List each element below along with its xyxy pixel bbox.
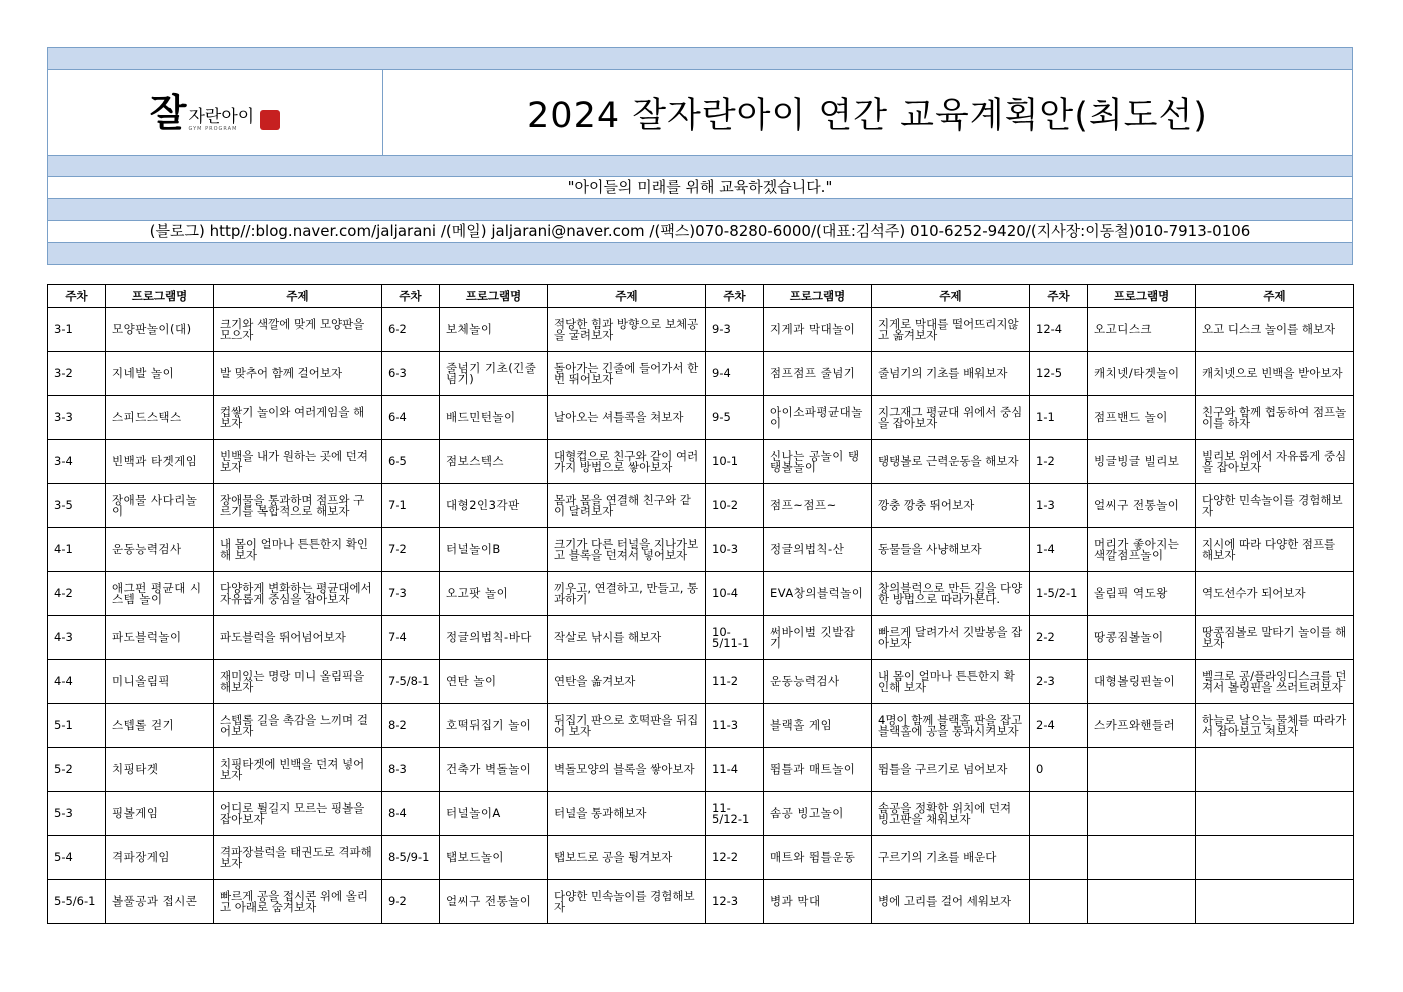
table-row — [48, 308, 1354, 352]
program-cell — [1088, 880, 1196, 924]
theme-cell: 재미있는 명랑 미니 올림픽을 해보자 — [214, 660, 382, 704]
program-cell: 스카프와핸들러 — [1088, 704, 1196, 748]
theme-cell: 빌리보 위에서 자유롭게 중심을 잡아보자 — [1196, 440, 1354, 484]
theme-cell: 내 몸이 얼마나 튼튼한지 확인해 보자 — [214, 528, 382, 572]
week-cell: 6-5 — [382, 440, 440, 484]
week-cell: 12-5 — [1030, 352, 1088, 396]
table-body — [48, 308, 1354, 924]
program-cell: 빙글빙글 빌리보 — [1088, 440, 1196, 484]
schedule-table — [47, 284, 1354, 924]
theme-cell: 빠르게 달려가서 깃발봉을 잡아보자 — [872, 616, 1030, 660]
week-cell: 2-3 — [1030, 660, 1088, 704]
theme-cell: 끼우고, 연결하고, 만들고, 통과하기 — [548, 572, 706, 616]
table-row — [48, 792, 1354, 836]
col-header-theme: 주제 — [872, 285, 1030, 308]
theme-cell: 치핑타겟에 빈백을 던져 넣어보자 — [214, 748, 382, 792]
week-cell: 3-5 — [48, 484, 106, 528]
theme-cell: 크기가 다른 터널을 지나가보고 블록을 던져서 넣어보자 — [548, 528, 706, 572]
week-cell: 7-4 — [382, 616, 440, 660]
program-cell: 운동능력검사 — [764, 660, 872, 704]
program-cell: 오고팟 놀이 — [440, 572, 548, 616]
contact-info: (블로그) http//:blog.naver.com/jaljarani /(메일) jaljarani@naver.com /(팩스)070-8280-6000/(대표:김석주) 010-6252-9420/(지사장:이동철)010-7913-0106 — [48, 221, 1352, 243]
theme-cell: 다양한 민속놀이를 경험해보자 — [548, 880, 706, 924]
logo-mark: 잘 — [149, 89, 187, 135]
week-cell: 9-2 — [382, 880, 440, 924]
theme-cell: 다양하게 변화하는 평균대에서 자유롭게 중심을 잡아보자 — [214, 572, 382, 616]
week-cell: 11-2 — [706, 660, 764, 704]
theme-cell: 발 맞추어 함께 걸어보자 — [214, 352, 382, 396]
program-cell: 캐치넷/타겟놀이 — [1088, 352, 1196, 396]
program-cell: 점프~점프~ — [764, 484, 872, 528]
table-row — [48, 748, 1354, 792]
week-cell — [1030, 880, 1088, 924]
theme-cell: 창의블럭으로 만든 길을 다양한 방법으로 따라가본다. — [872, 572, 1030, 616]
program-cell: 애그펀 평균대 시스템 놀이 — [106, 572, 214, 616]
logo — [149, 89, 280, 135]
table-row — [48, 528, 1354, 572]
theme-cell: 파도블럭을 뛰어넘어보자 — [214, 616, 382, 660]
week-cell — [1030, 836, 1088, 880]
program-cell: 아이소파평균대놀이 — [764, 396, 872, 440]
header-band-top — [48, 48, 1352, 70]
week-cell — [1030, 792, 1088, 836]
col-header-theme: 주제 — [214, 285, 382, 308]
program-cell: 점보스텍스 — [440, 440, 548, 484]
program-cell: 얼씨구 전통놀이 — [440, 880, 548, 924]
theme-cell — [1196, 792, 1354, 836]
col-header-week: 주차 — [1030, 285, 1088, 308]
logo-subtext: GYM PROGRAM — [188, 125, 238, 132]
logo-cell — [48, 70, 383, 155]
table-row — [48, 352, 1354, 396]
table-row — [48, 704, 1354, 748]
header-band-3 — [48, 199, 1352, 221]
col-header-program: 프로그램명 — [106, 285, 214, 308]
week-cell: 9-4 — [706, 352, 764, 396]
theme-cell: 대형컵으로 친구와 같이 여러가지 방법으로 쌓아보자 — [548, 440, 706, 484]
program-cell: 매트와 뜀틀운동 — [764, 836, 872, 880]
program-cell: 정글의법칙-산 — [764, 528, 872, 572]
theme-cell: 하늘로 날으는 물체를 따라가서 잡아보고 쳐보자 — [1196, 704, 1354, 748]
theme-cell: 동물들을 사냥해보자 — [872, 528, 1030, 572]
program-cell: 오고디스크 — [1088, 308, 1196, 352]
program-cell: 지네발 놀이 — [106, 352, 214, 396]
theme-cell: 장애물을 통과하며 점프와 구르기를 복합적으로 해보자 — [214, 484, 382, 528]
theme-cell: 다양한 민속놀이를 경험해보자 — [1196, 484, 1354, 528]
program-cell: 빈백과 타겟게임 — [106, 440, 214, 484]
program-cell: 올림픽 역도왕 — [1088, 572, 1196, 616]
week-cell: 3-1 — [48, 308, 106, 352]
theme-cell: 몸과 몸을 연결해 친구와 같이 달려보자 — [548, 484, 706, 528]
week-cell: 11-4 — [706, 748, 764, 792]
theme-cell: 어디로 튈길지 모르는 핑볼을 잡아보자 — [214, 792, 382, 836]
week-cell: 5-3 — [48, 792, 106, 836]
week-cell: 1-3 — [1030, 484, 1088, 528]
theme-cell: 병에 고리를 걸어 세워보자 — [872, 880, 1030, 924]
program-cell: 지게과 막대놀이 — [764, 308, 872, 352]
theme-cell: 벽돌모양의 블록을 쌓아보자 — [548, 748, 706, 792]
table-row — [48, 484, 1354, 528]
col-header-program: 프로그램명 — [440, 285, 548, 308]
theme-cell: 땅콩짐볼로 말타기 놀이를 해보자 — [1196, 616, 1354, 660]
theme-cell: 뜀틀을 구르기로 넘어보자 — [872, 748, 1030, 792]
week-cell: 6-3 — [382, 352, 440, 396]
week-cell: 1-5/2-1 — [1030, 572, 1088, 616]
table-header-row — [48, 285, 1354, 308]
program-cell: 파도블럭놀이 — [106, 616, 214, 660]
week-cell: 7-1 — [382, 484, 440, 528]
theme-cell: 적당한 힘과 방향으로 보체공을 굴려보자 — [548, 308, 706, 352]
week-cell: 7-3 — [382, 572, 440, 616]
theme-cell: 지게로 막대를 떨어뜨리지않고 옮겨보자 — [872, 308, 1030, 352]
week-cell: 9-5 — [706, 396, 764, 440]
program-cell: 모양판놀이(대) — [106, 308, 214, 352]
program-cell: 점프밴드 놀이 — [1088, 396, 1196, 440]
theme-cell — [1196, 836, 1354, 880]
program-cell — [1088, 836, 1196, 880]
theme-cell: 오고 디스크 놀이를 해보자 — [1196, 308, 1354, 352]
program-cell: 핑볼게임 — [106, 792, 214, 836]
theme-cell: 역도선수가 되어보자 — [1196, 572, 1354, 616]
program-cell: 미니올림픽 — [106, 660, 214, 704]
week-cell: 4-2 — [48, 572, 106, 616]
program-cell: 머리가 좋아지는 색깔점프놀이 — [1088, 528, 1196, 572]
program-cell: 치핑타겟 — [106, 748, 214, 792]
week-cell: 10-3 — [706, 528, 764, 572]
week-cell: 2-4 — [1030, 704, 1088, 748]
program-cell: 땅콩짐볼놀이 — [1088, 616, 1196, 660]
logo-text: 자란아이 — [188, 106, 255, 127]
header-band-2 — [48, 156, 1352, 177]
week-cell: 5-1 — [48, 704, 106, 748]
theme-cell — [1196, 880, 1354, 924]
week-cell: 3-4 — [48, 440, 106, 484]
week-cell: 1-1 — [1030, 396, 1088, 440]
header-block — [47, 47, 1353, 265]
week-cell: 6-2 — [382, 308, 440, 352]
week-cell: 4-1 — [48, 528, 106, 572]
week-cell: 9-3 — [706, 308, 764, 352]
program-cell: 대형2인3각판 — [440, 484, 548, 528]
theme-cell: 깡충 깡충 뛰어보자 — [872, 484, 1030, 528]
theme-cell: 친구와 함께 협동하여 점프놀이를 하자 — [1196, 396, 1354, 440]
theme-cell: 솜공을 정확한 위치에 던져 빙고판을 채워보자 — [872, 792, 1030, 836]
week-cell: 10-2 — [706, 484, 764, 528]
col-header-program: 프로그램명 — [764, 285, 872, 308]
week-cell: 4-3 — [48, 616, 106, 660]
theme-cell — [1196, 748, 1354, 792]
program-cell: 터널놀이B — [440, 528, 548, 572]
week-cell: 10-5/11-1 — [706, 616, 764, 660]
page-title: 2024 잘자란아이 연간 교육계획안(최도선) — [527, 95, 1208, 136]
theme-cell: 캐치넷으로 빈백을 받아보자 — [1196, 352, 1354, 396]
week-cell: 10-1 — [706, 440, 764, 484]
week-cell: 8-3 — [382, 748, 440, 792]
theme-cell: 연탄을 옮겨보자 — [548, 660, 706, 704]
week-cell: 11-3 — [706, 704, 764, 748]
week-cell: 2-2 — [1030, 616, 1088, 660]
program-cell: 솜공 빙고놀이 — [764, 792, 872, 836]
week-cell: 0 — [1030, 748, 1088, 792]
program-cell: 볼풀공과 접시콘 — [106, 880, 214, 924]
week-cell: 3-3 — [48, 396, 106, 440]
table-row — [48, 396, 1354, 440]
week-cell: 8-4 — [382, 792, 440, 836]
theme-cell: 빠르게 공을 접시콘 위에 올리고 아래로 숨겨보자 — [214, 880, 382, 924]
theme-cell: 지그재그 평균대 위에서 중심을 잡아보자 — [872, 396, 1030, 440]
week-cell: 5-4 — [48, 836, 106, 880]
theme-cell: 날아오는 셔틀콕을 쳐보자 — [548, 396, 706, 440]
program-cell — [1088, 792, 1196, 836]
week-cell: 10-4 — [706, 572, 764, 616]
week-cell: 6-4 — [382, 396, 440, 440]
seal-stamp-icon — [260, 110, 280, 130]
program-cell: 신나는 공놀이 탱탱볼놀이 — [764, 440, 872, 484]
theme-cell: 탭보드로 공을 튕겨보자 — [548, 836, 706, 880]
program-cell: 탭보드놀이 — [440, 836, 548, 880]
theme-cell: 구르기의 기초를 배운다 — [872, 836, 1030, 880]
col-header-theme: 주제 — [548, 285, 706, 308]
week-cell: 5-2 — [48, 748, 106, 792]
week-cell: 1-2 — [1030, 440, 1088, 484]
header-band-bottom — [48, 243, 1352, 264]
program-cell: 줄넘기 기초(긴줄넘기) — [440, 352, 548, 396]
week-cell: 7-5/8-1 — [382, 660, 440, 704]
week-cell: 5-5/6-1 — [48, 880, 106, 924]
theme-cell: 줄넘기의 기초를 배워보자 — [872, 352, 1030, 396]
program-cell: 보체놀이 — [440, 308, 548, 352]
week-cell: 3-2 — [48, 352, 106, 396]
table-row — [48, 880, 1354, 924]
col-header-week: 주차 — [48, 285, 106, 308]
theme-cell: 스텝롤 길을 촉감을 느끼며 걸어보자 — [214, 704, 382, 748]
program-cell: EVA창의블럭놀이 — [764, 572, 872, 616]
theme-cell: 작살로 낚시를 해보자 — [548, 616, 706, 660]
slogan: "아이들의 미래를 위해 교육하겠습니다." — [48, 177, 1352, 199]
program-cell: 연탄 놀이 — [440, 660, 548, 704]
week-cell: 11-5/12-1 — [706, 792, 764, 836]
theme-cell: 4명이 함께 블랙홀 판을 잡고 블랙홀에 공을 통과시켜보자 — [872, 704, 1030, 748]
table-row — [48, 836, 1354, 880]
week-cell: 7-2 — [382, 528, 440, 572]
theme-cell: 빈백을 내가 원하는 곳에 던져보자 — [214, 440, 382, 484]
program-cell: 스피드스택스 — [106, 396, 214, 440]
program-cell: 정글의법칙-바다 — [440, 616, 548, 660]
theme-cell: 격파장블럭을 태권도로 격파해보자 — [214, 836, 382, 880]
col-header-theme: 주제 — [1196, 285, 1354, 308]
title-row — [48, 70, 1352, 156]
program-cell: 써바이벌 깃발잡기 — [764, 616, 872, 660]
table-row — [48, 660, 1354, 704]
theme-cell: 벨크로 공/플라잉디스크를 던져서 볼링핀을 쓰러트려보자 — [1196, 660, 1354, 704]
program-cell: 스텝롤 걷기 — [106, 704, 214, 748]
week-cell: 8-2 — [382, 704, 440, 748]
col-header-week: 주차 — [382, 285, 440, 308]
program-cell: 운동능력검사 — [106, 528, 214, 572]
program-cell: 건축가 벽돌놀이 — [440, 748, 548, 792]
table-row — [48, 440, 1354, 484]
program-cell: 블랙홀 게임 — [764, 704, 872, 748]
program-cell — [1088, 748, 1196, 792]
program-cell: 뜀틀과 매트놀이 — [764, 748, 872, 792]
table-row — [48, 616, 1354, 660]
col-header-program: 프로그램명 — [1088, 285, 1196, 308]
program-cell: 호떡뒤집기 놀이 — [440, 704, 548, 748]
program-cell: 장애물 사다리놀이 — [106, 484, 214, 528]
week-cell: 4-4 — [48, 660, 106, 704]
theme-cell: 내 몸이 얼마나 튼튼한지 확인해 보자 — [872, 660, 1030, 704]
theme-cell: 탱탱볼로 근력운동을 해보자 — [872, 440, 1030, 484]
theme-cell: 컵쌓기 놀이와 여러게임을 해보자 — [214, 396, 382, 440]
theme-cell: 뒤집기 판으로 호떡판을 뒤집어 보자 — [548, 704, 706, 748]
theme-cell: 지시에 따라 다양한 점프를 해보자 — [1196, 528, 1354, 572]
theme-cell: 돌아가는 긴줄에 들어가서 한번 뛰어보자 — [548, 352, 706, 396]
program-cell: 격파장게임 — [106, 836, 214, 880]
theme-cell: 크기와 색깔에 맞게 모양판을 모으자 — [214, 308, 382, 352]
theme-cell: 터널을 통과해보자 — [548, 792, 706, 836]
program-cell: 병과 막대 — [764, 880, 872, 924]
program-cell: 대형볼링핀놀이 — [1088, 660, 1196, 704]
program-cell: 터널놀이A — [440, 792, 548, 836]
week-cell: 12-3 — [706, 880, 764, 924]
program-cell: 얼씨구 전통놀이 — [1088, 484, 1196, 528]
week-cell: 1-4 — [1030, 528, 1088, 572]
week-cell: 8-5/9-1 — [382, 836, 440, 880]
program-cell: 배드민턴놀이 — [440, 396, 548, 440]
program-cell: 점프점프 줄넘기 — [764, 352, 872, 396]
table-row — [48, 572, 1354, 616]
col-header-week: 주차 — [706, 285, 764, 308]
week-cell: 12-4 — [1030, 308, 1088, 352]
week-cell: 12-2 — [706, 836, 764, 880]
